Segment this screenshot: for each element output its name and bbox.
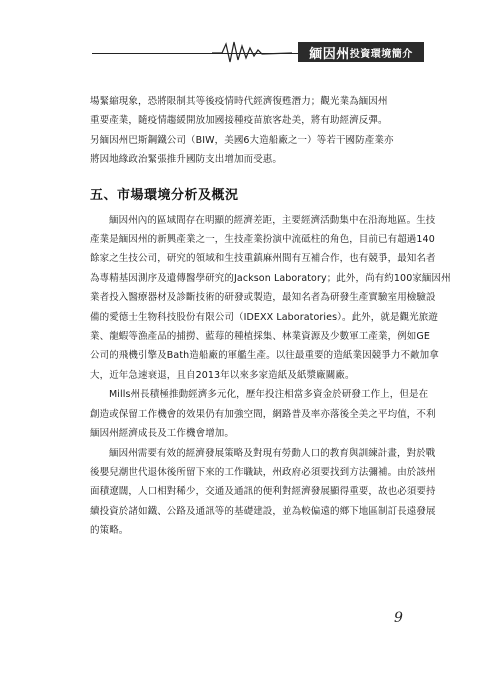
paragraph-line: 緬因州經濟成長及工作機會增加。 [90,428,235,440]
paragraph-line: 備的愛德士生物科技股份有限公司（IDEXX Laboratories）。此外，就是觀光旅遊 [90,311,438,323]
paragraph-line: 緬因州需要有效的經濟發展策略及對現有勞動人口的教育與訓練計畫，對於戰 [109,447,436,459]
body-paragraph-2 [90,385,436,443]
paragraph-line: 續投資於諸如鐵、公路及通訊等的基礎建設，並為較偏遠的鄉下地區制訂長遠發展 [90,505,436,517]
paragraph-line: 大，近年急速衰退，且自2013年以來多家造紙及紙漿廠關廠。 [90,369,355,381]
paragraph-line: 公司的飛機引擎及Bath造船廠的軍艦生產。以往最重要的造紙業因競爭力不敵加拿 [90,350,439,362]
page-number: 9 [394,610,403,626]
header-title-sub: 投資環境簡介 [349,48,413,60]
body-paragraph-1 [90,211,451,386]
paragraph-line: 緬因州內的區域間存在明顯的經濟差距，主要經濟活動集中在沿海地區。生技 [109,214,436,226]
pulse-wave-icon [212,38,292,66]
intro-line: 將因地緣政治緊張推升國防支出增加而受惠。 [90,154,283,166]
paragraph-line: 創造或保留工作機會的效果仍有加強空間，網路普及率亦落後全美之平均值，不利 [90,408,436,420]
paragraph-line: Mills州長積極推動經濟多元化，歷年投注相當多資金於研發工作上，但是在 [109,389,429,401]
paragraph-line: 業、龍蝦等漁產品的捕撈、藍莓的種植採集、林業資源及少數軍工產業，例如GE [90,331,430,343]
paragraph-line: 為專精基因測序及遺傳醫學研究的Jackson Laboratory；此外，尚有約100家緬因州 [90,272,451,284]
paragraph-line: 後嬰兒潮世代退休後所留下來的工作職缺，州政府必須要找到方法彌補。由於該州 [90,466,436,478]
intro-line: 重要產業，隨疫情趨緩開放加國接種疫苗旅客赴美，將有助經濟反彈。 [90,115,388,127]
paragraph-line: 產業是緬因州的新興產業之一，生技產業扮演中流砥柱的角色，目前已有超過140 [90,234,435,246]
intro-paragraph [90,92,420,170]
section-heading: 五、市場環境分析及概況 [90,187,239,203]
paragraph-line: 面積遼闊，人口相對稀少，交通及通訊的便利對經濟發展顯得重要，故也必須要持 [90,486,436,498]
header-title [298,42,424,62]
intro-line: 場緊縮現象，恐將限制其等後疫情時代經濟復甦潛力；觀光業為緬因州 [90,96,388,107]
body-paragraph-3 [90,444,436,541]
header-title-main: 緬因州 [309,46,350,62]
paragraph-line: 的策略。 [90,525,129,537]
paragraph-line: 餘家之生技公司，研究的領域和生技重鎮麻州間有互補合作，也有競爭，最知名者 [90,253,436,265]
intro-line: 另緬因州巴斯鋼鐵公司（BIW，美國6大造船廠之一）等若干國防產業亦 [90,134,394,146]
page-content [90,92,451,541]
paragraph-line: 業者投入醫療器材及診斷技術的研發或製造，最知名者為研發生產實驗室用檢驗設 [90,292,436,304]
